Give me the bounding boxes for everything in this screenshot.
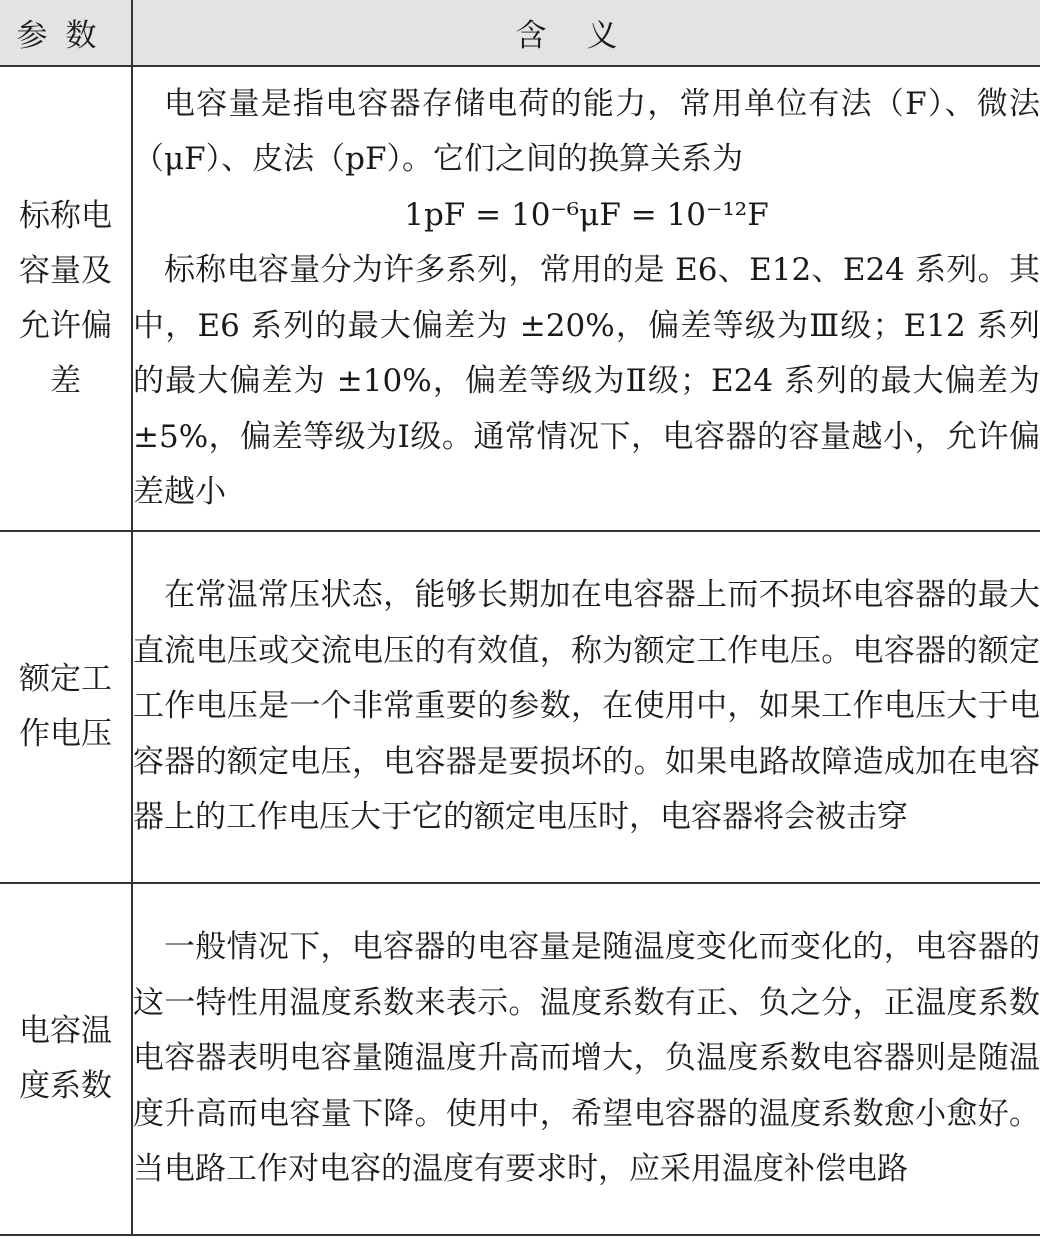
formula-line: 1pF = 10⁻⁶μF = 10⁻¹²F <box>404 196 769 233</box>
param-name: 额定工作电压 <box>19 661 112 752</box>
meaning-paragraph: 电容量是指电容器存储电荷的能力，常用单位有法（F）、微法（μF）、皮法（pF）。它们之间的换算关系为 <box>133 85 1040 177</box>
meaning-cell <box>132 66 1040 531</box>
param-name: 电容温度系数 <box>19 1013 112 1104</box>
table-header-row <box>0 0 1040 66</box>
param-cell <box>0 66 132 531</box>
table-row <box>0 66 1040 531</box>
header-param: 参数 <box>0 0 132 66</box>
meaning-paragraph: 标称电容量分为许多系列，常用的是 E6、E12、E24 系列。其中，E6 系列的最大偏差为 ±20%，偏差等级为Ⅲ级；E12 系列的最大偏差为 ±10%，偏差等级为Ⅱ级；E24 系列的最大偏差为 ±5%，偏差等级为Ⅰ级。通常情况下，电容器的容量越小，允许偏差越小 <box>133 252 1040 510</box>
param-cell <box>0 883 132 1235</box>
header-meaning: 含义 <box>132 0 1040 66</box>
param-cell <box>0 531 132 883</box>
meaning-paragraph: 一般情况下，电容器的电容量是随温度变化而变化的，电容器的这一特性用温度系数来表示。温度系数有正、负之分，正温度系数电容器表明电容量随温度升高而增大，负温度系数电容器则是随温度升高而电容量下降。使用中，希望电容器的温度系数愈小愈好。当电路工作对电容的温度有要求时，应采用温度补偿电路 <box>133 929 1040 1188</box>
meaning-cell <box>132 531 1040 883</box>
meaning-paragraph: 在常温常压状态，能够长期加在电容器上而不损坏电容器的最大直流电压或交流电压的有效值，称为额定工作电压。电容器的额定工作电压是一个非常重要的参数，在使用中，如果工作电压大于电容器的额定电压，电容器是要损坏的。如果电路故障造成加在电容器上的工作电压大于它的额定电压时，电容器将会被击穿 <box>133 577 1040 836</box>
table-row <box>0 883 1040 1235</box>
meaning-cell <box>132 883 1040 1235</box>
table-row <box>0 531 1040 883</box>
param-name: 标称电容量及允许偏差 <box>19 197 112 399</box>
